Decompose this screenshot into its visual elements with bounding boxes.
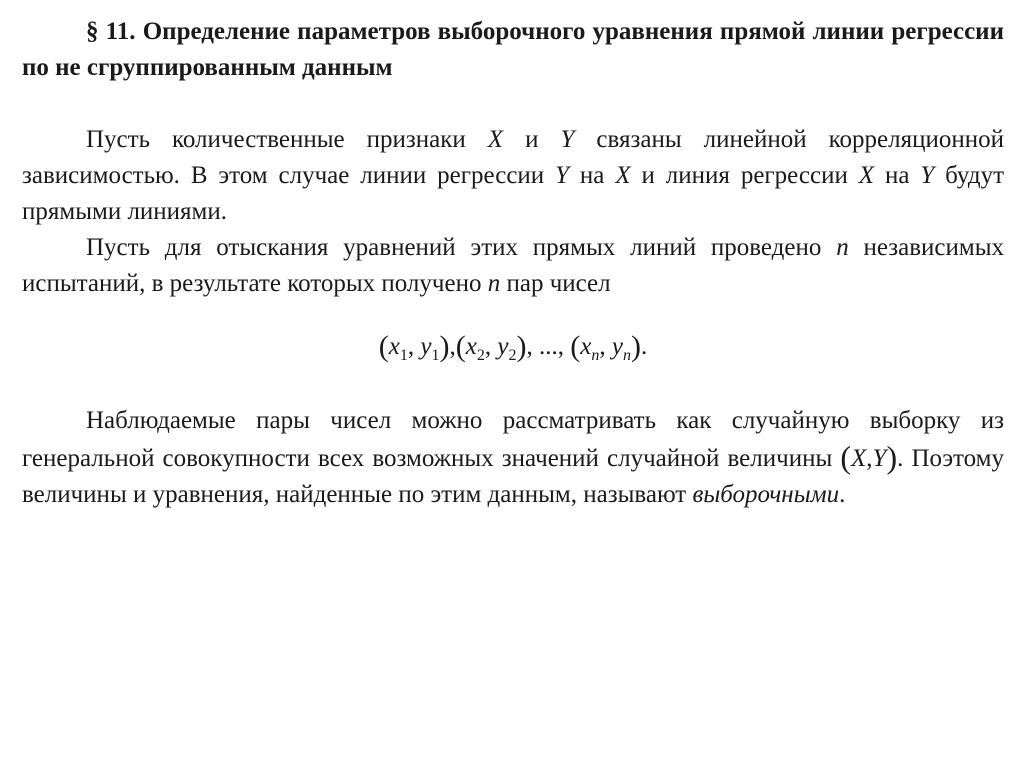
formula-sep: , bbox=[407, 333, 421, 360]
open-paren: ( bbox=[840, 439, 852, 475]
var-x: X bbox=[487, 126, 504, 153]
document-page bbox=[22, 14, 1004, 513]
paragraph-2 bbox=[22, 230, 1004, 302]
var-y: Y bbox=[560, 126, 575, 153]
emphasis-term: выборочными bbox=[692, 481, 840, 508]
close-paren: ) bbox=[886, 439, 898, 475]
pairs-formula: ($x_1$, $y_1),(x_2$, $y_2$), ..., ($x_n$, $y_n$). bbox=[378, 330, 648, 364]
var-x: X bbox=[858, 162, 875, 189]
p1-text-3: связаны линейной корреляционной зависимостью. В этом случае линии регрессии bbox=[22, 126, 1004, 189]
var-y: Y bbox=[555, 162, 569, 189]
subscript: 1 bbox=[431, 347, 440, 364]
p2-text-2: независимых испытаний, в результате которых получено bbox=[22, 234, 1005, 297]
var-x: X bbox=[851, 445, 867, 472]
formula-x: x bbox=[388, 333, 400, 360]
var-y: Y bbox=[920, 162, 935, 189]
var-x: X bbox=[615, 162, 631, 189]
formula-x: x bbox=[580, 333, 592, 360]
p1-text-1: Пусть количественные признаки bbox=[86, 126, 488, 153]
p1-text-2: и bbox=[503, 126, 561, 153]
formula-y: y bbox=[611, 333, 623, 360]
subscript: 2 bbox=[476, 347, 485, 364]
formula-x: x bbox=[465, 333, 477, 360]
p2-text-1: Пусть для отыскания уравнений этих прямых линий проведено bbox=[86, 234, 837, 261]
formula-ellipsis: ... bbox=[538, 333, 558, 360]
subscript: n bbox=[591, 347, 600, 364]
paragraph-1 bbox=[22, 122, 1004, 230]
formula-end: . bbox=[640, 333, 648, 360]
formula-sep: , bbox=[484, 333, 498, 360]
p3-text-2: . Поэтому величины и уравнения, найденные по этим данным, называют bbox=[22, 445, 1004, 508]
p3-text-1: Наблюдаемые пары чисел можно рассматривать как случайную выборку из генеральной совокупности всех возможных значений случайной величины bbox=[22, 407, 1004, 472]
var-n: n bbox=[836, 234, 849, 261]
formula-sep: , bbox=[599, 333, 612, 360]
p1-text-4: на bbox=[569, 162, 616, 189]
formula-y: y bbox=[497, 333, 509, 360]
p1-text-6: на bbox=[874, 162, 921, 189]
p3-text-3: . bbox=[839, 481, 846, 508]
formula-y: y bbox=[420, 333, 432, 360]
spacer bbox=[22, 86, 1004, 122]
subscript: 2 bbox=[508, 347, 517, 364]
subscript: 1 bbox=[399, 347, 408, 364]
paragraph-3: Наблюдаемые пары чисел можно рассматривать как случайную выборку из генеральной совокупности всех возможных значений случайной величины (X,Y). Поэтому величины и уравнения, найденные по этим данным, называют выборочными. bbox=[22, 407, 1004, 508]
var-y: Y bbox=[872, 445, 887, 472]
p1-text-5: и линия регрессии bbox=[630, 162, 859, 189]
var-n: n bbox=[487, 270, 501, 297]
section-heading: § 11. Определение параметров выборочного уравнения прямой линии регрессии по не сгруппированным данным bbox=[22, 18, 1004, 81]
p1-text-7: будут прямыми линиями. bbox=[22, 162, 1004, 225]
subscript: n bbox=[622, 347, 631, 364]
p2-text-3: пар чисел bbox=[500, 270, 611, 297]
